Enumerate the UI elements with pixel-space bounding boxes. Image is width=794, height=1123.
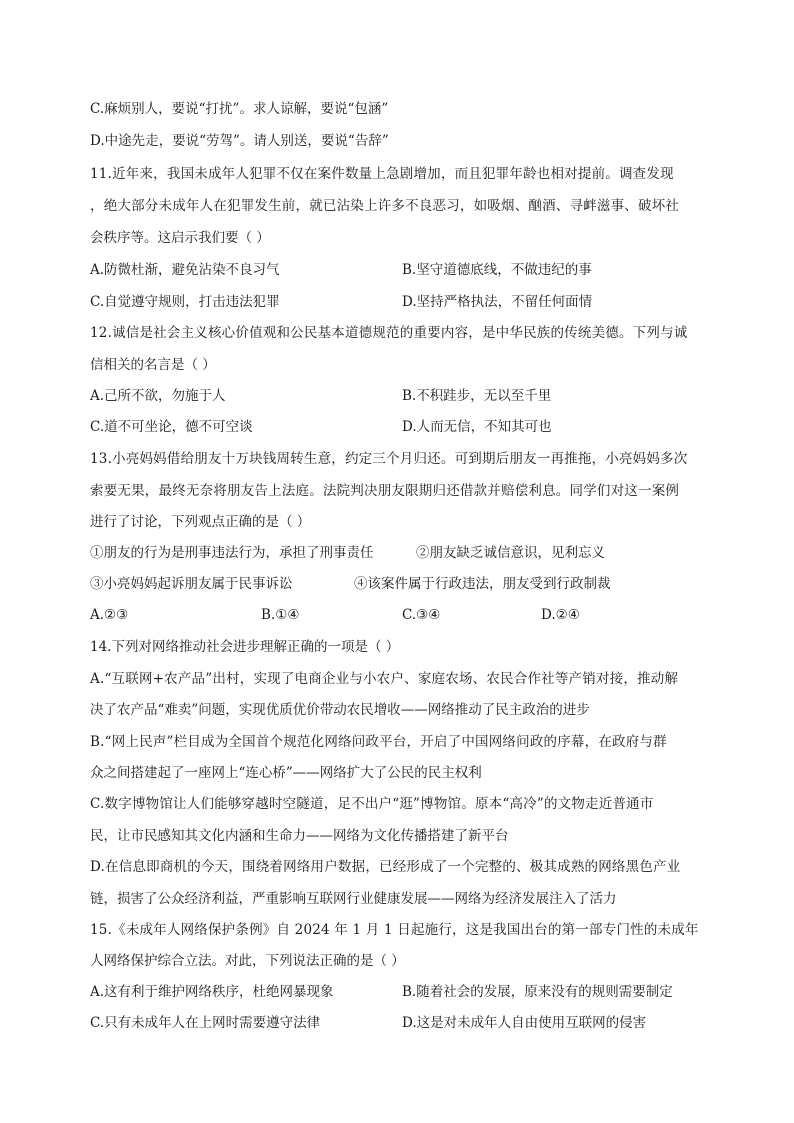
q14-option-b-line2: 众之间搭建起了一座网上“连心桥”——网络扩大了公民的民主权利: [90, 765, 482, 781]
q15-stem-line2: 人网络保护综合立法。对此，下列说法正确的是（ ）: [90, 953, 405, 969]
q14-option-c-line1: C.数字博物馆让人们能够穿越时空隧道，足不出户“逛”博物馆。原本“高冷”的文物走近普通市: [90, 796, 654, 812]
q11-option-d: D.坚持严格执法，不留任何面情: [402, 294, 593, 310]
q12-option-a: A.己所不欲，勿施于人: [90, 388, 226, 404]
q11-stem-line2: ，绝大部分未成年人在犯罪发生前，就已沾染上许多不良恶习，如吸烟、酗酒、寻衅滋事、破坏社: [90, 198, 680, 214]
q15-option-c: C.只有未成年人在上网时需要遵守法律: [90, 1015, 321, 1031]
q11-stem-line1: 11.近年来，我国未成年人犯罪不仅在案件数量上急剧增加，而且犯罪年龄也相对提前。调查发现: [90, 166, 674, 182]
q12-option-c: C.道不可坐论，德不可空谈: [90, 419, 253, 435]
q14-option-a-line1: A.“互联网+农产品”出村，实现了电商企业与小农户、家庭农场、农民合作社等产销对接，推动解: [90, 671, 679, 687]
q12-stem-line1: 12.诚信是社会主义核心价值观和公民基本道德规范的重要内容，是中华民族的传统美德。下列与诚: [90, 325, 688, 341]
q14-stem: 14.下列对网络推动社会进步理解正确的一项是（ ）: [90, 639, 400, 655]
q13-stem-line3: 进行了讨论，下列观点正确的是（ ）: [90, 514, 311, 530]
q11-option-b: B.坚守道德底线，不做违纪的事: [402, 262, 592, 278]
q15-option-d: D.这是对未成年人自由使用互联网的侵害: [402, 1015, 647, 1031]
q13-stem-line1: 13.小亮妈妈借给朋友十万块钱周转生意，约定三个月归还。可到期后朋友一再推拖，小亮妈妈多次: [90, 451, 688, 467]
q14-option-d-line1: D.在信息即商机的今天，围绕着网络用户数据，已经形成了一个完整的、极其成熟的网络黑色产业: [90, 859, 681, 875]
q11-stem-line3: 会秩序等。这启示我们要（ ）: [90, 230, 270, 246]
q13-option-a: A.②③: [90, 607, 129, 623]
q14-option-b-line1: B.“网上民声”栏目成为全国首个规范化网络问政平台，开启了中国网络问政的序幕，在政府与群: [90, 734, 667, 750]
q15-option-a: A.这有利于维护网络秩序，杜绝网暴现象: [90, 984, 334, 1000]
q13-stem-line2: 索要无果，最终无奈将朋友告上法庭。法院判决朋友限期归还借款并赔偿利息。同学们对这一案例: [90, 483, 680, 499]
q14-option-d-line2: 链，损害了公众经济利益，严重影响互联网行业健康发展——网络为经济发展注入了活力: [90, 891, 617, 907]
q11-option-a: A.防微杜渐，避免沾染不良习气: [90, 262, 280, 278]
q11-option-c: C.自觉遵守规则，打击违法犯罪: [90, 294, 280, 310]
q10-option-d: D.中途先走，要说“劳驾”。请人别送，要说“告辞”: [90, 133, 389, 149]
q13-option-c: C.③④: [402, 607, 441, 623]
q10-option-c: C.麻烦别人，要说“打扰”。求人谅解，要说“包涵”: [90, 101, 389, 117]
q14-option-c-line2: 民，让市民感知其文化内涵和生命力——网络为文化传播搭建了新平台: [90, 828, 509, 844]
q13-statement-3: ③小亮妈妈起诉朋友属于民事诉讼: [90, 576, 293, 592]
q13-statement-1: ①朋友的行为是刑事违法行为，承担了刑事责任: [90, 545, 374, 561]
q12-option-b: B.不积跬步，无以至千里: [402, 388, 552, 404]
q13-statement-2: ②朋友缺乏诚信意识，见利忘义: [416, 545, 605, 561]
q13-statement-4: ④该案件属于行政违法，朋友受到行政制裁: [354, 576, 611, 592]
q14-option-a-line2: 决了农产品“难卖”问题，实现优质优价带动农民增收——网络推动了民主政治的进步: [90, 702, 590, 718]
q13-option-d: D.②④: [541, 607, 580, 623]
q15-option-b: B.随着社会的发展，原来没有的规则需要制定: [402, 984, 673, 1000]
q12-option-d: D.人而无信，不知其可也: [402, 419, 552, 435]
q13-option-b: B.①④: [261, 607, 300, 623]
q15-stem-line1: 15.《未成年人网络保护条例》自 2024 年 1 月 1 日起施行，这是我国出台的第一部专门性的未成年: [90, 922, 699, 938]
q12-stem-line2: 信相关的名言是（ ）: [90, 357, 216, 373]
